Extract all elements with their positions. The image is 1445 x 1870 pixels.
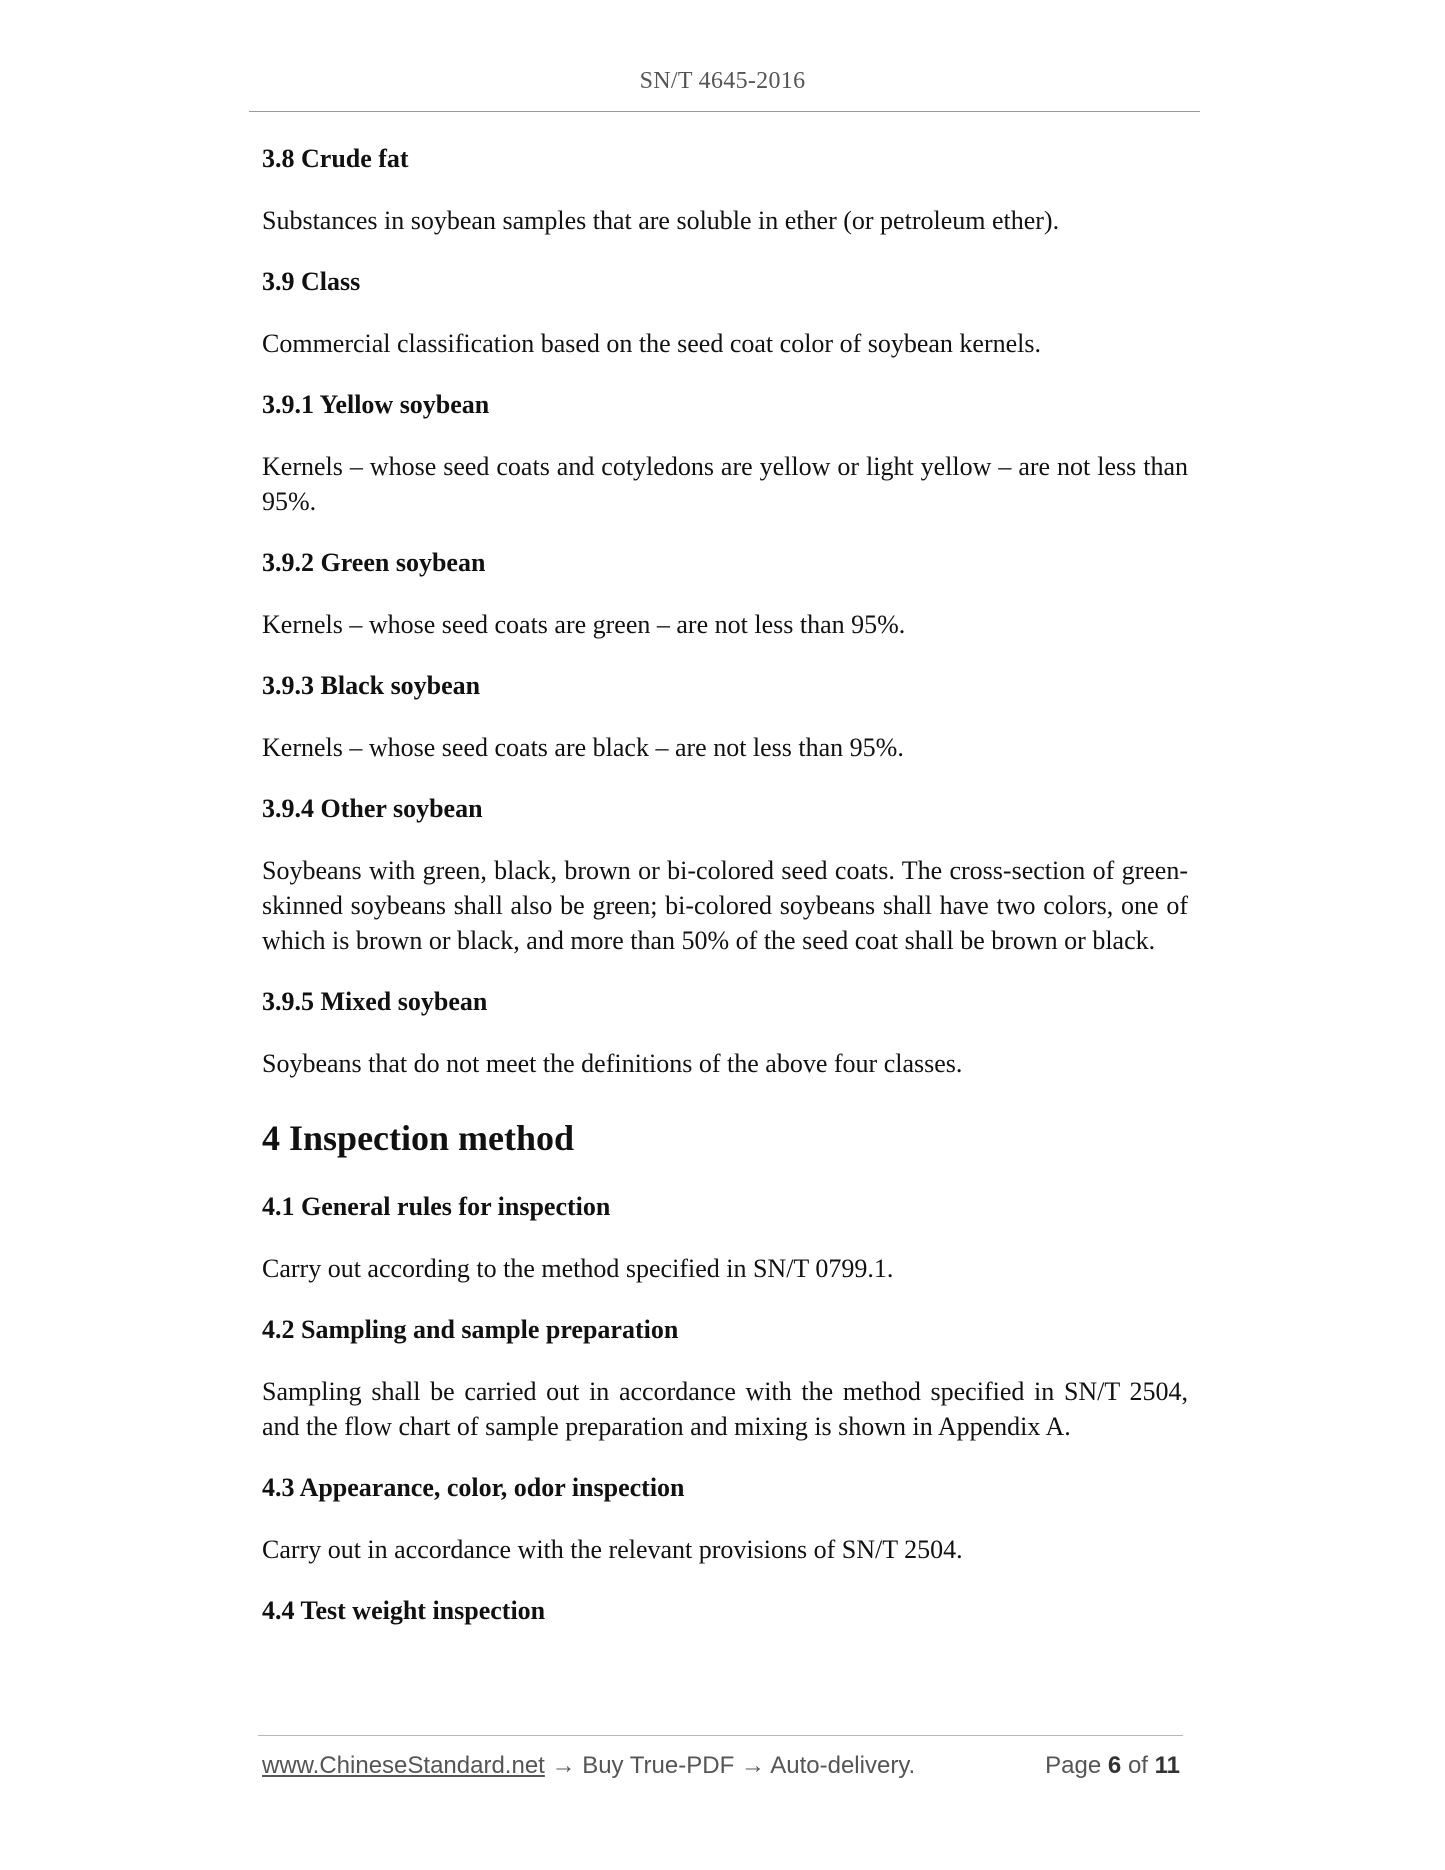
section-heading-3-9: 3.9 Class: [262, 267, 361, 296]
footer-promo: [262, 1752, 915, 1780]
section-heading-4-3: 4.3 Appearance, color, odor inspection: [262, 1473, 685, 1502]
paragraph-4-3: Carry out in accordance with the relevant provisions of SN/T 2504.: [262, 1535, 963, 1564]
section-heading-4-4: 4.4 Test weight inspection: [262, 1596, 546, 1625]
chapter-heading-4: 4 Inspection method: [262, 1118, 575, 1158]
paragraph-3-9: Commercial classification based on the seed coat color of soybean kernels.: [262, 329, 1042, 358]
section-heading-3-8: 3.8 Crude fat: [262, 144, 409, 173]
paragraph-4-2: Sampling shall be carried out in accordance with the method specified in SN/T 2504, and the flow chart of sample preparation and mixing is shown in Appendix A.: [262, 1377, 1188, 1441]
of-label: of: [1127, 1752, 1148, 1779]
auto-delivery-text: Auto-delivery.: [770, 1752, 916, 1779]
buy-true-pdf-text: Buy True-PDF: [582, 1752, 735, 1779]
paragraph-3-9-5: Soybeans that do not meet the definitions of the above four classes.: [262, 1049, 963, 1078]
section-heading-3-9-3: 3.9.3 Black soybean: [262, 671, 481, 700]
paragraph-3-8: Substances in soybean samples that are soluble in ether (or petroleum ether).: [262, 206, 1060, 235]
arrow-right-icon: →: [551, 1752, 576, 1779]
header-divider: [249, 111, 1200, 112]
section-heading-3-9-1: 3.9.1 Yellow soybean: [262, 390, 490, 419]
paragraph-3-9-4: Soybeans with green, black, brown or bi-colored seed coats. The cross-section of green-skinned soybeans shall also be green; bi-colored soybeans shall have two colors, one of which is brown or black, and more than 50% of the seed coat shall be brown or black.: [262, 856, 1188, 955]
section-heading-3-9-5: 3.9.5 Mixed soybean: [262, 987, 488, 1016]
section-heading-3-9-2: 3.9.2 Green soybean: [262, 548, 486, 577]
page-indicator: [1045, 1752, 1180, 1780]
section-heading-4-1: 4.1 General rules for inspection: [262, 1192, 611, 1221]
arrow-right-icon: →: [740, 1752, 765, 1779]
paragraph-3-9-3: Kernels – whose seed coats are black – are not less than 95%.: [262, 733, 904, 762]
document-body: [262, 142, 1188, 1655]
paragraph-3-9-2: Kernels – whose seed coats are green – are not less than 95%.: [262, 610, 906, 639]
page-label: Page: [1045, 1752, 1102, 1779]
paragraph-3-9-1: Kernels – whose seed coats and cotyledons are yellow or light yellow – are not less than 95%.: [262, 452, 1188, 516]
website-link[interactable]: www.ChineseStandard.net: [262, 1752, 545, 1779]
paragraph-4-1: Carry out according to the method specified in SN/T 0799.1.: [262, 1254, 894, 1283]
section-heading-4-2: 4.2 Sampling and sample preparation: [262, 1315, 679, 1344]
section-heading-3-9-4: 3.9.4 Other soybean: [262, 794, 483, 823]
document-header-title: SN/T 4645-2016: [639, 68, 806, 94]
total-pages: 11: [1154, 1752, 1180, 1779]
footer-divider: [258, 1735, 1183, 1736]
page-number: 6: [1107, 1752, 1122, 1779]
